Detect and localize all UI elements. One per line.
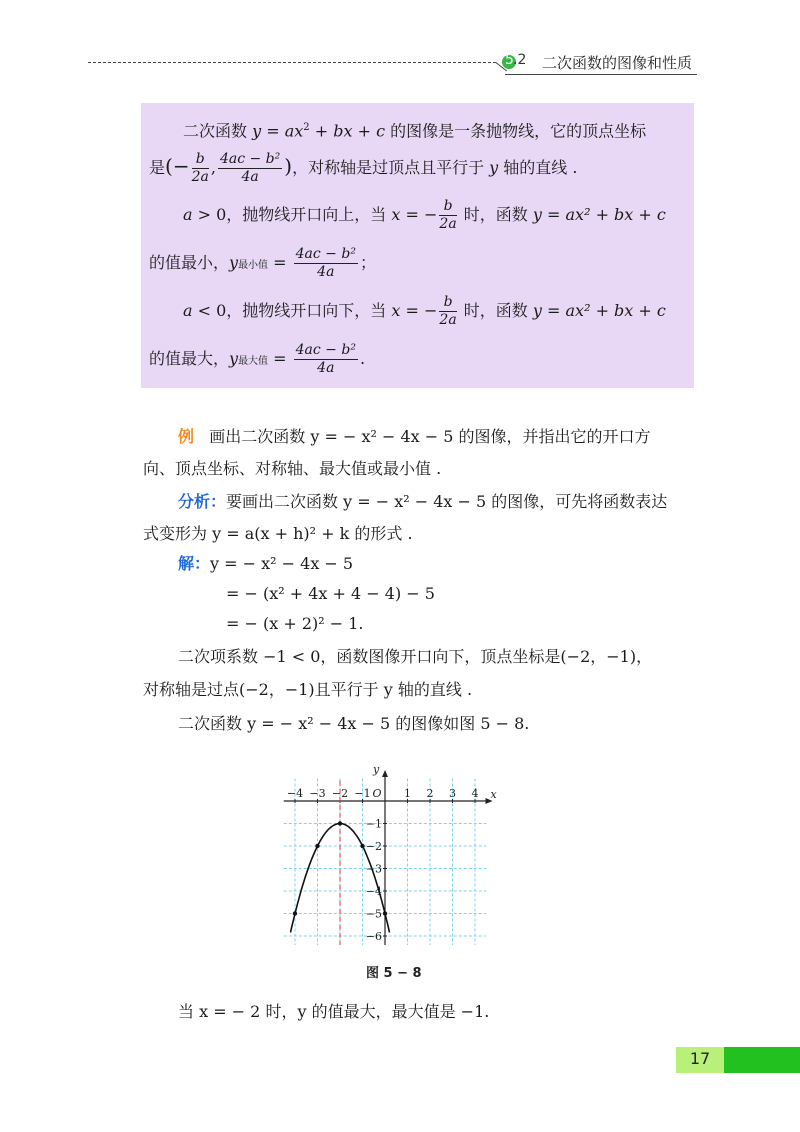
box-line-3: a > 0，抛物线开口向上，当 x = − $\frac{b}{2a}$ 时，函数 y = ax² + bx + c: [183, 198, 666, 232]
figure-caption: 图 5 − 8: [366, 966, 422, 981]
x-tick-label: 3: [449, 787, 456, 800]
paragraph-line-2: 对称轴是过点(−2，−1)且平行于 y 轴的直线 .: [143, 680, 473, 699]
conclusion-line: 当 x = − 2 时，y 的值最大，最大值是 −1.: [178, 1002, 490, 1021]
section-number: 5: [505, 52, 515, 68]
parabola-chart: [272, 748, 512, 954]
y-axis-label: y: [373, 763, 380, 776]
paragraph-line-1: 二次项系数 −1 < 0，函数图像开口向下，顶点坐标是(−2，−1)，: [178, 647, 653, 666]
header-dashed-rule: [88, 62, 496, 63]
data-point: [315, 844, 319, 848]
box-line-5: a < 0，抛物线开口向下，当 x = − $\frac{b}{2a}$ 时，函数 y = ax² + bx + c: [183, 294, 666, 328]
x-tick-label: −4: [286, 787, 304, 800]
data-point: [360, 844, 364, 848]
x-axis-label: x: [490, 788, 497, 801]
analysis-label: 分析：: [178, 492, 227, 511]
y-tick-label: −3: [365, 862, 382, 876]
x-tick-label: −1: [354, 787, 371, 800]
x-tick-label: −2: [331, 787, 349, 800]
solution-line-2: = − (x² + 4x + 4 − 4) − 5: [226, 584, 435, 603]
box-line-1: 二次函数 $y = ax^2$ + bx + c 的图像是一条抛物线，它的顶点坐标: [183, 121, 647, 141]
box-line-4: 的值最小，y最小值 = $\frac{\text{4ac − b²}}{4a}$ ；: [149, 246, 376, 280]
page-number-bar: [724, 1047, 800, 1073]
example-label: 例: [178, 427, 195, 446]
solution-label: 解：: [178, 554, 211, 573]
page-number: 17: [689, 1049, 711, 1068]
y-axis-arrow-icon: [382, 770, 388, 777]
x-tick-label: 2: [426, 787, 434, 800]
section-title: 二次函数的图像和性质: [542, 54, 693, 72]
solution-line-3: = − (x + 2)² − 1.: [226, 614, 364, 633]
section-subnumber: .2: [513, 52, 527, 68]
paragraph-line-3: 二次函数 y = − x² − 4x − 5 的图像如图 5 − 8.: [178, 714, 530, 733]
example-line-2: 向、顶点坐标、对称轴、最大值或最小值 .: [143, 459, 442, 478]
data-point: [338, 821, 342, 825]
box-line-6: 的值最大，y最大值 = $\frac{\text{4ac − b²}}{4a}$ .: [149, 342, 366, 376]
y-tick-label: −4: [365, 885, 382, 898]
data-point: [383, 911, 387, 915]
data-point: [293, 911, 297, 915]
box-line-2: 是(− $\frac{b}{2a}$ , $\frac{\text{4ac − b²}}{4a}$ )，对称轴是过顶点且平行于 y 轴的直线 .: [149, 151, 578, 185]
x-tick-label: −3: [309, 787, 326, 800]
y-tick-label: −5: [365, 907, 382, 921]
y-tick-label: −6: [365, 930, 382, 943]
x-tick-label: 1: [404, 787, 411, 800]
example-line-1: 例 画出二次函数 y = − x² − 4x − 5 的图像，并指出它的开口方: [178, 427, 651, 446]
y-tick-label: −2: [365, 840, 382, 853]
analysis-line-2: 式变形为 y = a(x + h)² + k 的形式 .: [143, 524, 413, 543]
solution-line-1: 解：y = − x² − 4x − 5: [178, 554, 354, 573]
x-tick-label: 4: [471, 787, 479, 800]
x-tick-label: O: [372, 787, 382, 800]
header-underline: [505, 74, 697, 75]
analysis-line-1: 分析：要画出二次函数 y = − x² − 4x − 5 的图像，可先将函数表达: [178, 492, 668, 511]
y-tick-label: −1: [365, 817, 382, 831]
